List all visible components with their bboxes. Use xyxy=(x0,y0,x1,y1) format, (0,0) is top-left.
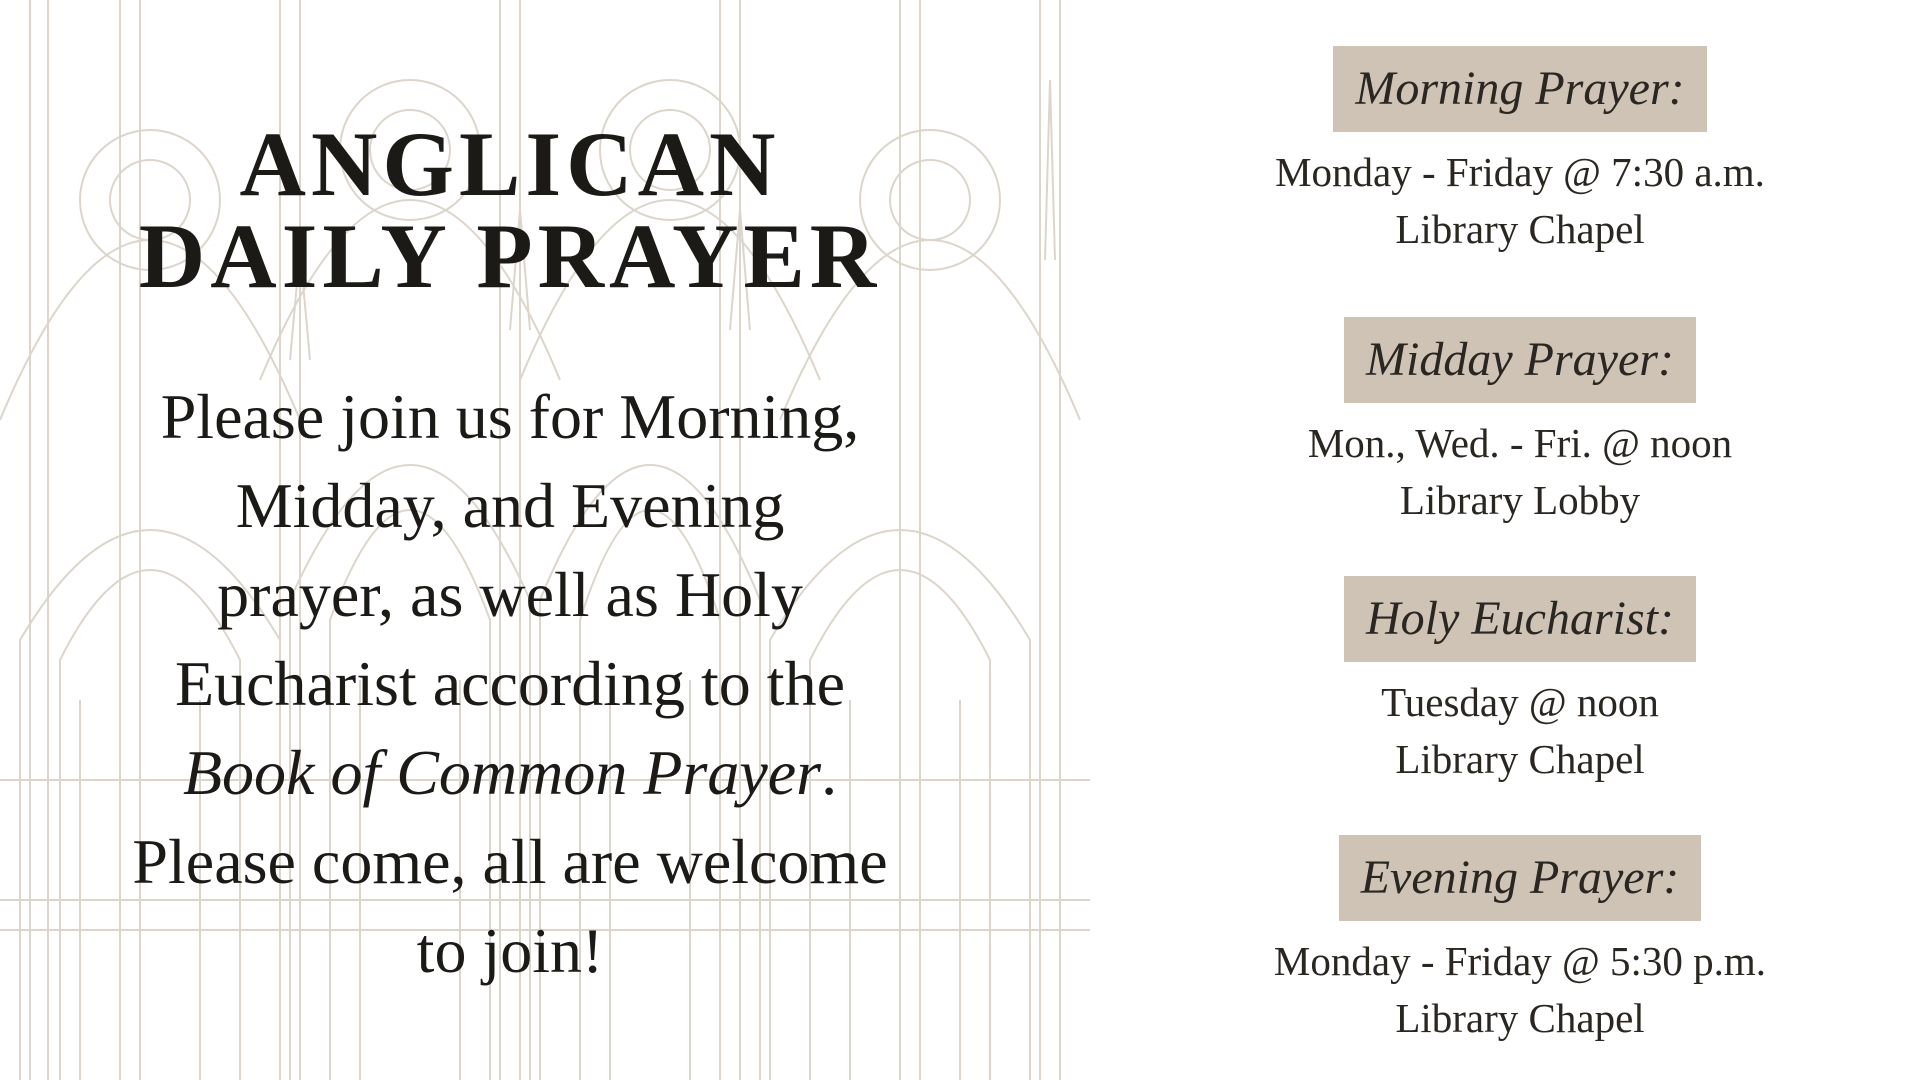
title-line-1: ANGLICAN xyxy=(239,113,781,215)
service-detail xyxy=(1150,415,1890,529)
service-label: Holy Eucharist: xyxy=(1344,576,1696,662)
invitation-line xyxy=(100,728,920,817)
page-title xyxy=(0,113,1020,307)
service-detail xyxy=(1150,144,1890,258)
invitation-line: Eucharist according to the xyxy=(175,648,845,719)
book-title-suffix: . xyxy=(821,737,838,808)
service-label: Midday Prayer: xyxy=(1344,317,1696,403)
invitation-text xyxy=(100,372,920,995)
title-line-2: DAILY PRAYER xyxy=(138,205,882,307)
service-time: Tuesday @ noon xyxy=(1381,679,1659,725)
service-label: Morning Prayer: xyxy=(1333,46,1706,132)
service-detail xyxy=(1150,933,1890,1047)
service-holy-eucharist xyxy=(1150,576,1890,788)
invitation-line: Please join us for Morning, xyxy=(160,381,860,452)
invitation-line: to join! xyxy=(416,915,604,986)
service-location: Library Chapel xyxy=(1395,995,1645,1041)
service-morning-prayer xyxy=(1150,46,1890,258)
service-midday-prayer xyxy=(1150,317,1890,529)
service-detail xyxy=(1150,674,1890,788)
service-time: Monday - Friday @ 7:30 a.m. xyxy=(1275,149,1765,195)
service-location: Library Chapel xyxy=(1395,206,1645,252)
book-title: Book of Common Prayer xyxy=(182,737,822,808)
invitation-line: prayer, as well as Holy xyxy=(217,559,803,630)
service-time: Mon., Wed. - Fri. @ noon xyxy=(1307,420,1733,466)
invitation-line: Midday, and Evening xyxy=(235,470,785,541)
service-time: Monday - Friday @ 5:30 p.m. xyxy=(1273,938,1767,984)
service-location: Library Chapel xyxy=(1395,736,1645,782)
invitation-line: Please come, all are welcome xyxy=(132,826,888,897)
service-evening-prayer xyxy=(1150,835,1890,1047)
service-label: Evening Prayer: xyxy=(1339,835,1702,921)
schedule-panel xyxy=(1150,0,1890,1080)
service-location: Library Lobby xyxy=(1399,477,1641,523)
